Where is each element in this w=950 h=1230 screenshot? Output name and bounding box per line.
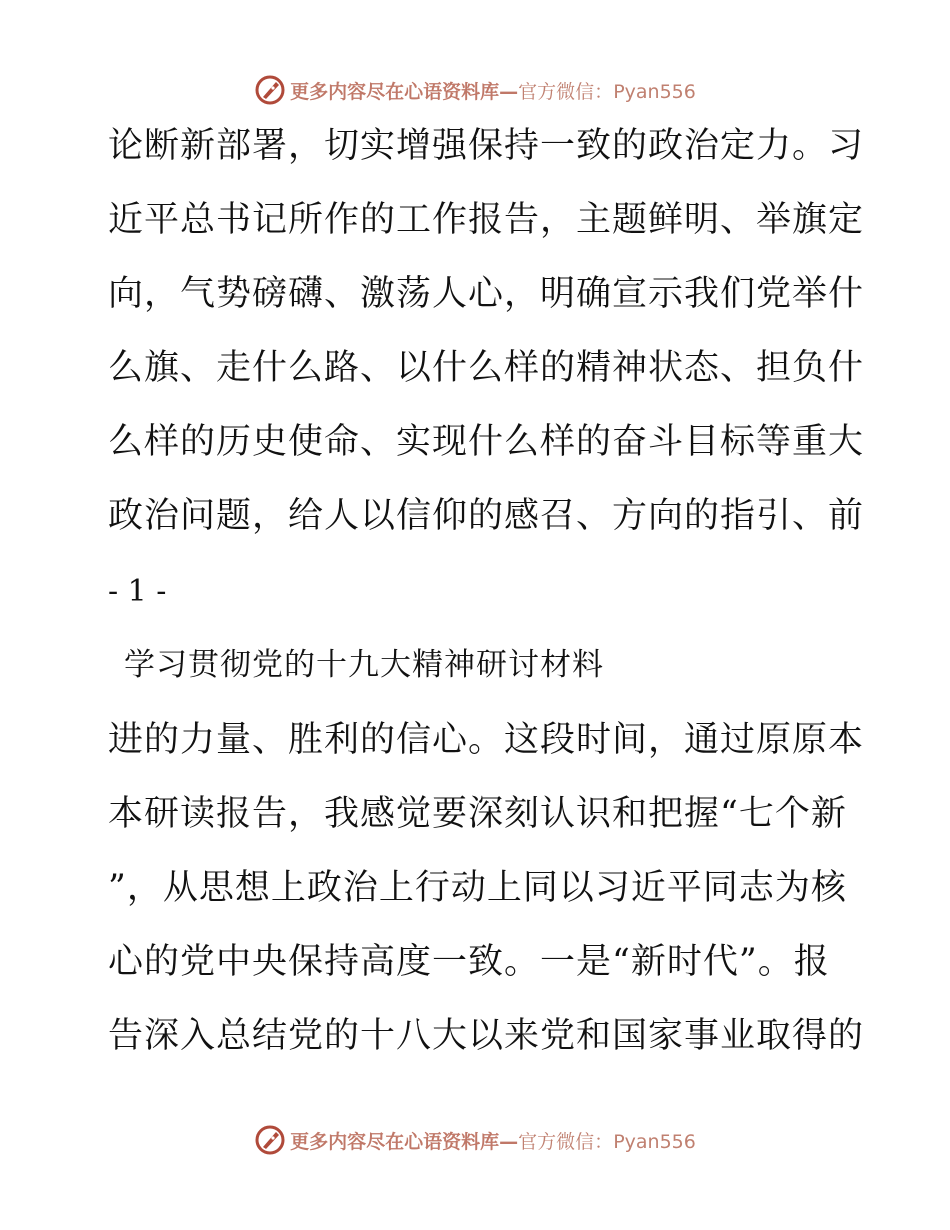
body-text-line: 近平总书记所作的工作报告，主题鲜明、举旗定	[108, 200, 865, 240]
body-text-line: 进的力量、胜利的信心。这段时间，通过原原本	[108, 720, 865, 760]
body-text-line: 政治问题，给人以信仰的感召、方向的指引、前	[108, 496, 865, 536]
watermark-text	[290, 77, 696, 104]
body-text-line: 心的党中央保持高度一致。一是“新时代”。报	[108, 942, 830, 982]
watermark-wechat-label: 官方微信：	[518, 1130, 614, 1153]
watermark-wechat-label: 官方微信：	[518, 80, 614, 103]
body-text-line: 本研读报告，我感觉要深刻认识和把握“七个新	[108, 794, 847, 834]
body-text-line: ”，从思想上政治上行动上同以习近平同志为核	[108, 868, 847, 908]
body-text-line: 么旗、走什么路、以什么样的精神状态、担负什	[108, 348, 865, 388]
watermark-text	[290, 1127, 696, 1154]
watermark-banner-bottom	[0, 1120, 950, 1160]
body-text-line: 告深入总结党的十八大以来党和国家事业取得的	[108, 1016, 865, 1056]
page-header-title: 学习贯彻党的十九大精神研讨材料	[124, 647, 604, 683]
watermark-banner-top	[0, 70, 950, 110]
watermark-wechat-id: Pyan556	[613, 80, 696, 103]
page-number: - 1 -	[108, 574, 167, 609]
pen-nib-circle-icon	[254, 1124, 286, 1156]
watermark-main-text: 更多内容尽在心语资料库—	[290, 1130, 519, 1153]
body-text-line: 向，气势磅礴、激荡人心，明确宣示我们党举什	[108, 274, 865, 314]
body-text-line: 论断新部署，切实增强保持一致的政治定力。习	[108, 126, 865, 166]
body-text-line: 么样的历史使命、实现什么样的奋斗目标等重大	[108, 422, 865, 462]
watermark-main-text: 更多内容尽在心语资料库—	[290, 80, 519, 103]
watermark-wechat-id: Pyan556	[613, 1130, 696, 1153]
pen-nib-circle-icon	[254, 74, 286, 106]
